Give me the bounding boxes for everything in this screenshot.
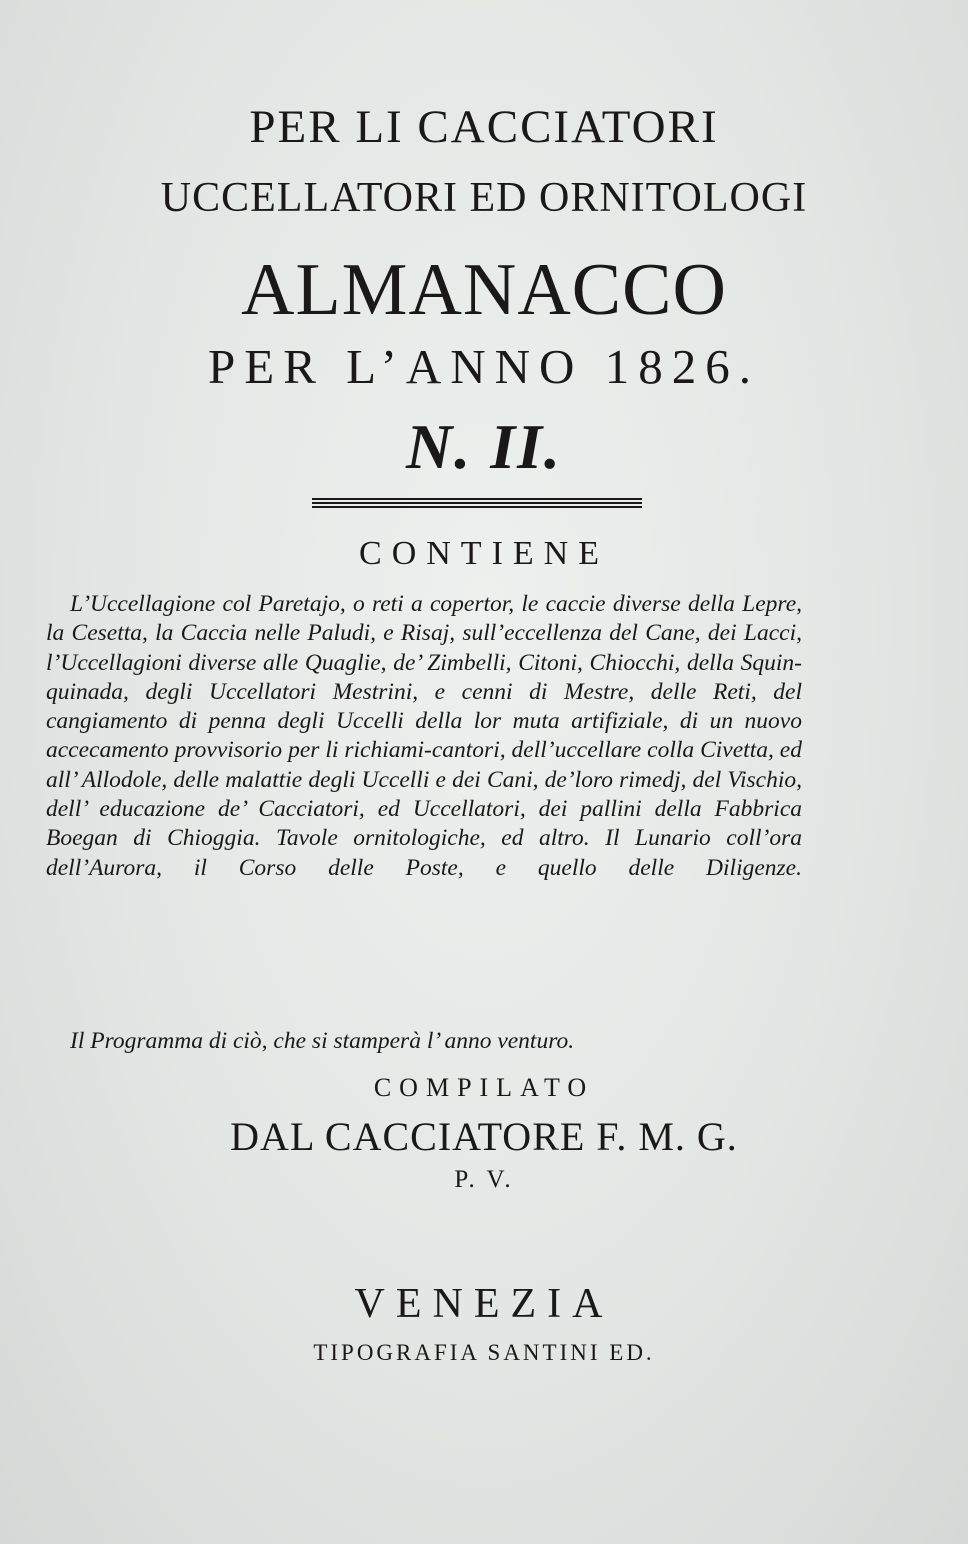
volume-number: N. II. <box>405 411 563 482</box>
compiler-name: DAL CACCIATORE F. M. G. <box>230 1114 738 1159</box>
title-almanac: ALMANACCO <box>241 249 727 331</box>
compiler-initials: P. V. <box>454 1166 514 1193</box>
imprint-printer: TIPOGRAFIA SANTINI ED. <box>313 1340 655 1365</box>
double-rule-divider <box>312 498 642 508</box>
rule-inner-line <box>312 502 642 504</box>
title-year: PER L’ANNO 1826. <box>208 339 760 394</box>
title-line-fowlers: UCCELLATORI ED ORNITOLOGI <box>160 175 808 221</box>
title-line-hunters: PER LI CACCIATORI <box>249 101 719 153</box>
contents-heading: CONTIENE <box>359 535 609 572</box>
compiler-label: COMPILATO <box>373 1073 595 1102</box>
imprint-city: VENEZIA <box>354 1281 614 1327</box>
contents-body: L’Uccellagione col Paretajo, o reti a copertor, le caccie diverse della Lepre, la Cesetta, la Caccia nelle Paludi, e Risaj, sull’eccellenza del Cane, dei Lacci, l’Uccellagioni diverse alle Quaglie, de’ Zimbelli, Citoni, Chiocchi, della Squin-quinada, degli Uccellatori Mestrini, e cenni di Mestre, delle Reti, del cangiamento di penna degli Uccelli della lor muta artifiziale, di un nuovo accecamento provvisorio per li richiami-cantori, dell’uccellare colla Civetta, ed all’ Allodole, delle malattie degli Uccelli e dei Cani, de’loro rimedj, del Vischio, dell’ educazione de’ Cacciatori, ed Uccellatori, dei pallini della Fabbrica Boegan di Chioggia. Tavole ornitologiche, ed altro. Il Lunario coll’ora dell’Aurora, il Corso delle Poste, e quello delle Diligenze. <box>46 591 802 881</box>
contents-program: Il Programma di ciò, che si stamperà l’ anno venturo. <box>70 1028 575 1054</box>
